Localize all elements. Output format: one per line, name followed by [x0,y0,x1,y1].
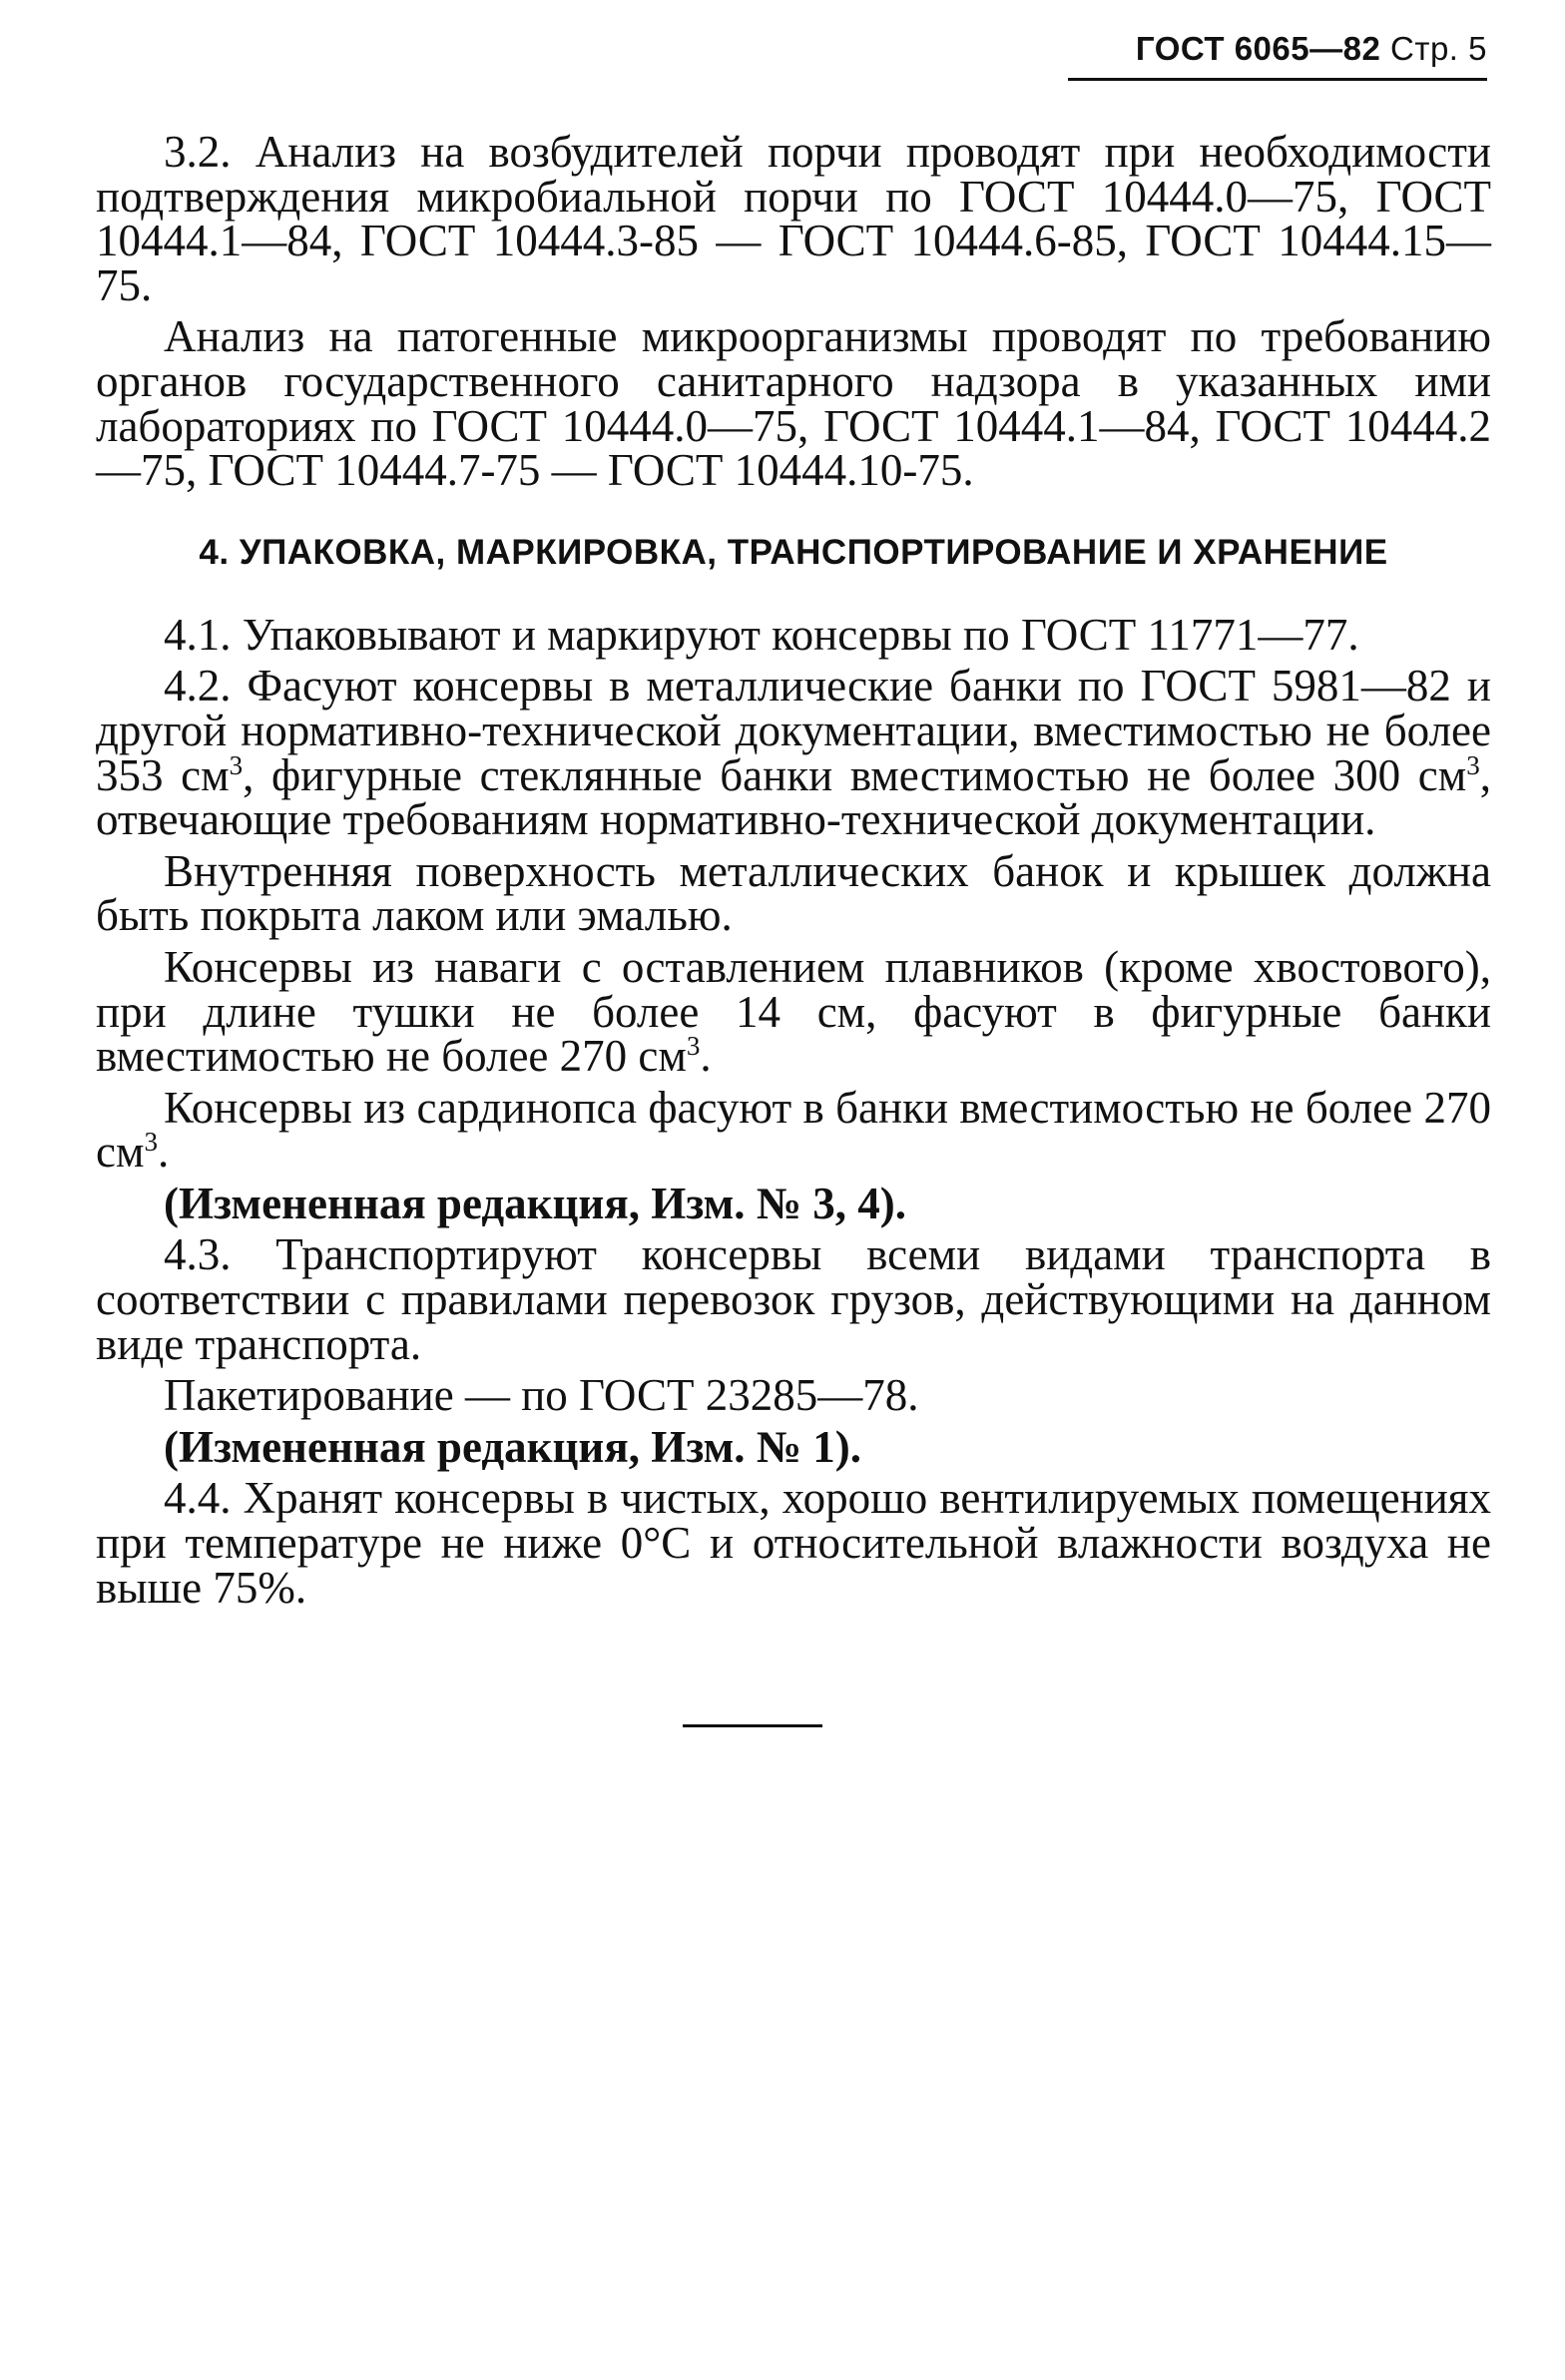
revision-note-1: (Измененная редакция, Изм. № 1). [164,1421,862,1472]
paragraph-4-2 [96,661,1491,845]
superscript-3: 3 [1466,749,1480,780]
header-rule [1068,78,1487,81]
paragraph-packaging: Пакетирование — по ГОСТ 23285—78. [164,1370,919,1421]
section-4-heading: 4. УПАКОВКА, МАРКИРОВКА, ТРАНСПОРТИРОВАНИЕ И ХРАНЕНИЕ [199,532,1388,572]
paragraph-sardinops [96,1082,1491,1178]
page-header [1078,30,1487,68]
paragraph-4-2-part-a: 4.2. Фасуют консервы в металлические банки по ГОСТ 5981—82 и другой нормативно-технической документации, вместимостью не более 353 см [96,661,1491,800]
standard-code: ГОСТ 6065—82 [1135,30,1381,67]
paragraph-4-3: 4.3. Транспортируют консервы всеми видами транспорта в соответствии с правилами перевозок грузов, действующими на данном виде транспорта. [96,1229,1491,1369]
paragraph-inner-surface: Внутренняя поверхность металлических банок и крышек должна быть покрыта лаком или эмалью. [96,845,1491,941]
document-body [96,127,1491,1617]
paragraph-3-2: 3.2. Анализ на возбудителей порчи проводят при необходимости подтверждения микробиальной порчи по ГОСТ 10444.0—75, ГОСТ 10444.1—84, ГОСТ 10444.3-85 — ГОСТ 10444.6-85, ГОСТ 10444.15—75. [96,127,1491,310]
paragraph-4-2-part-c: , отвечающие требованиям нормативно-технической документации. [96,749,1491,845]
paragraph-4-1: 4.1. Упаковывают и маркируют консервы по ГОСТ 11771—77. [164,609,1359,660]
paragraph-navaga [96,941,1491,1082]
revision-note-3-4: (Измененная редакция, Изм. № 3, 4). [164,1178,907,1228]
paragraph-navaga-part-a: Консервы из наваги с оставлением плавников (кроме хвостового), при длине тушки не более 14 см, фасуют в фигурные банки вместимостью не более 270 см [96,941,1491,1082]
paragraph-sardinops-part-b: . [157,1127,170,1178]
superscript-3: 3 [686,1031,701,1062]
superscript-3: 3 [229,749,244,780]
paragraph-navaga-part-b: . [700,1031,712,1082]
paragraph-4-4: 4.4. Хранят консервы в чистых, хорошо вентилируемых помещениях при температуре не ниже 0°С и относительной влажности воздуха не выше 75%. [96,1473,1491,1613]
paragraph-4-2-part-b: , фигурные стеклянные банки вместимостью не более 300 см [243,749,1467,800]
end-rule [683,1724,822,1727]
paragraph-pathogens: Анализ на патогенные микроорганизмы проводят по требованию органов государственного санитарного надзора в указанных ими лабораториях по ГОСТ 10444.0—75, ГОСТ 10444.1—84, ГОСТ 10444.2—75, ГОСТ 10444.7-75 — ГОСТ 10444.10-75. [96,311,1491,496]
paragraph-sardinops-part-a: Консервы из сардинопса фасуют в банки вместимостью не более 270 см [96,1082,1491,1178]
page-number: Стр. 5 [1390,30,1487,67]
superscript-3: 3 [144,1127,158,1158]
